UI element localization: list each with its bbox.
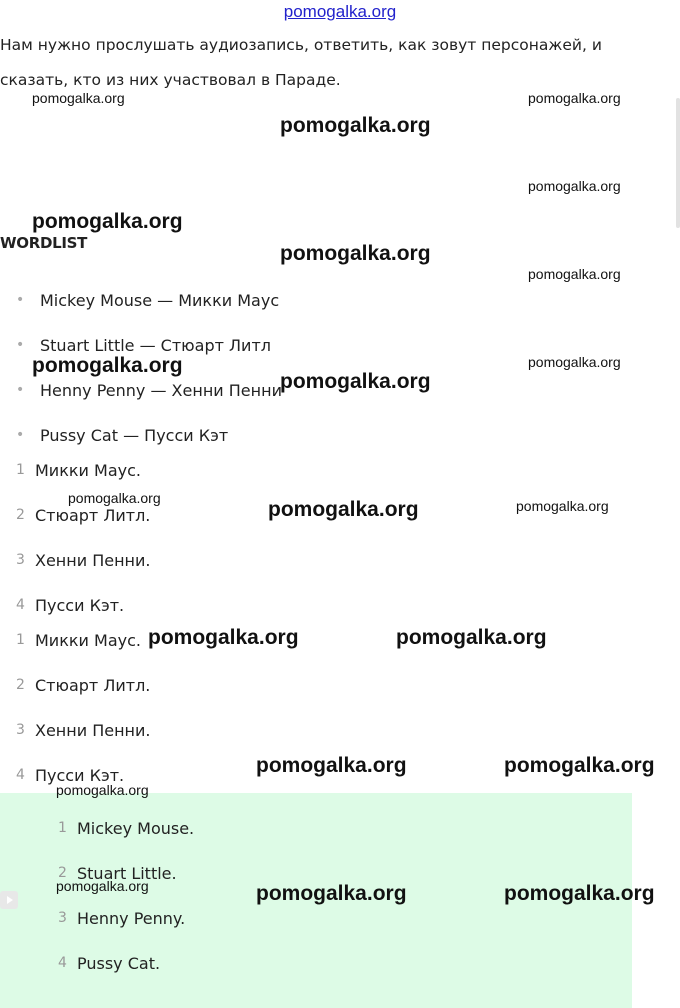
watermark: pomogalka.org bbox=[68, 490, 161, 506]
list-item: • Mickey Mouse — Микки Маус bbox=[0, 278, 282, 323]
list-item: • Henny Penny — Хенни Пенни bbox=[0, 368, 282, 413]
list-item: 3 Хенни Пенни. bbox=[16, 551, 151, 570]
watermark: pomogalka.org bbox=[256, 882, 407, 905]
list-item: 2 Стюарт Литл. bbox=[16, 506, 151, 525]
watermark: pomogalka.org bbox=[528, 178, 621, 194]
list-item: 2 Stuart Little. bbox=[58, 864, 177, 883]
character-list-a bbox=[0, 448, 151, 628]
scrollbar[interactable] bbox=[676, 98, 680, 228]
list-item: • Pussy Cat — Пусси Кэт bbox=[0, 413, 282, 458]
watermark: pomogalka.org bbox=[516, 498, 609, 514]
watermark: pomogalka.org bbox=[32, 90, 125, 106]
watermark: pomogalka.org bbox=[56, 878, 149, 894]
watermark: pomogalka.org bbox=[32, 354, 183, 377]
watermark: pomogalka.org bbox=[280, 370, 431, 393]
list-item: 3 Хенни Пенни. bbox=[16, 721, 151, 740]
watermark: pomogalka.org bbox=[32, 210, 183, 233]
list-item: 4 Пусси Кэт. bbox=[16, 766, 125, 785]
watermark: pomogalka.org bbox=[504, 882, 655, 905]
character-list-b bbox=[0, 618, 151, 798]
site-link[interactable]: pomogalka.org bbox=[283, 2, 397, 21]
wordlist-title: WORDLIST bbox=[0, 234, 88, 252]
list-item: 1 Микки Маус. bbox=[16, 461, 141, 480]
list-item: 1 Микки Маус. bbox=[16, 631, 141, 650]
bullet-icon: • bbox=[16, 427, 25, 443]
list-item: 4 Пусси Кэт. bbox=[16, 596, 125, 615]
watermark: pomogalka.org bbox=[504, 754, 655, 777]
watermark: pomogalka.org bbox=[256, 754, 407, 777]
watermark: pomogalka.org bbox=[280, 114, 431, 137]
list-item: 4 Pussy Cat. bbox=[58, 954, 161, 973]
watermark: pomogalka.org bbox=[148, 626, 299, 649]
watermark: pomogalka.org bbox=[268, 498, 419, 521]
answer-list bbox=[42, 806, 194, 986]
intro-paragraph: Нам нужно прослушать аудиозапись, ответить, как зовут персонажей, и сказать, кто из них участвовал в Параде. bbox=[0, 36, 602, 89]
watermark: pomogalka.org bbox=[56, 782, 149, 798]
list-item: 3 Henny Penny. bbox=[58, 909, 186, 928]
play-icon[interactable] bbox=[0, 891, 18, 909]
watermark: pomogalka.org bbox=[396, 626, 547, 649]
bullet-icon: • bbox=[16, 382, 25, 398]
watermark: pomogalka.org bbox=[528, 90, 621, 106]
list-item: 2 Стюарт Литл. bbox=[16, 676, 151, 695]
watermark: pomogalka.org bbox=[528, 354, 621, 370]
list-item: • Stuart Little — Стюарт Литл bbox=[0, 323, 282, 368]
list-item: 1 Mickey Mouse. bbox=[58, 819, 195, 838]
bullet-icon: • bbox=[16, 292, 25, 308]
bullet-icon: • bbox=[16, 337, 25, 353]
watermark: pomogalka.org bbox=[280, 242, 431, 265]
watermark: pomogalka.org bbox=[528, 266, 621, 282]
